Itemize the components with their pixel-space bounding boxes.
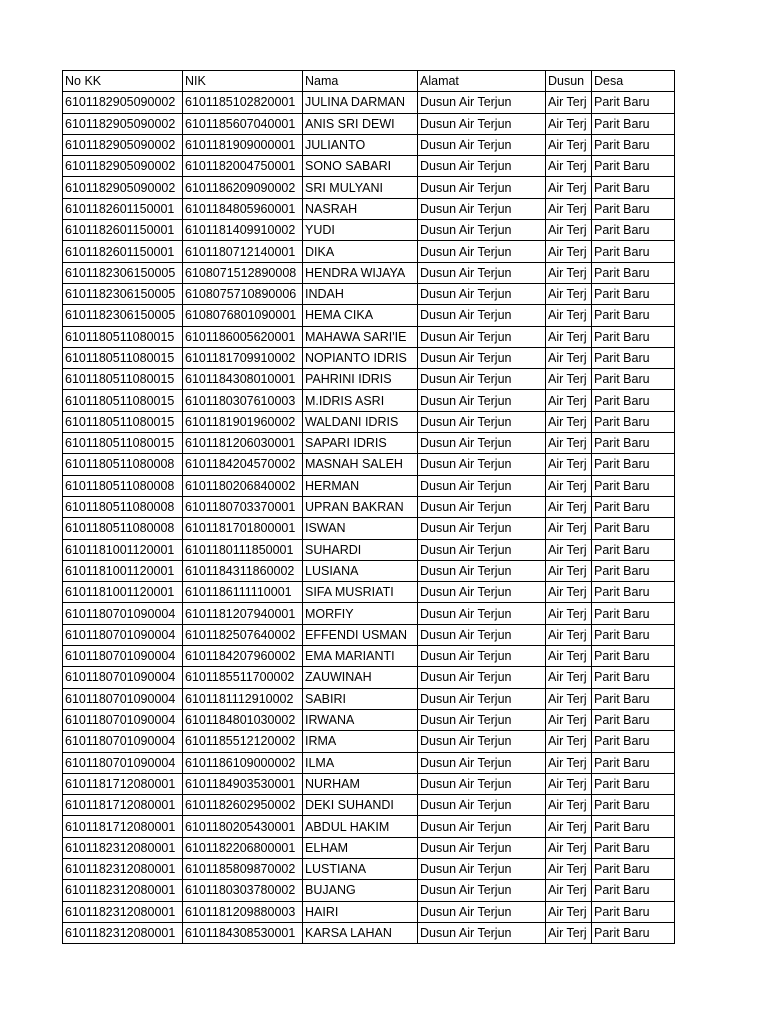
cell-alamat: Dusun Air Terjun (418, 433, 546, 454)
table-row (63, 816, 675, 837)
cell-nik: 6101185511700002 (183, 667, 303, 688)
cell-no-kk: 6101181001120001 (63, 560, 183, 581)
cell-nama: IRMA (303, 731, 418, 752)
cell-desa: Parit Baru (592, 305, 675, 326)
cell-dusun: Air Terj (546, 411, 592, 432)
cell-nik: 6101184311860002 (183, 560, 303, 581)
cell-no-kk: 6101180701090004 (63, 646, 183, 667)
cell-nik: 6101181207940001 (183, 603, 303, 624)
cell-alamat: Dusun Air Terjun (418, 262, 546, 283)
cell-nama: HEMA CIKA (303, 305, 418, 326)
cell-nik: 6101180111850001 (183, 539, 303, 560)
cell-no-kk: 6101182312080001 (63, 901, 183, 922)
cell-no-kk: 6101182306150005 (63, 283, 183, 304)
cell-desa: Parit Baru (592, 220, 675, 241)
table-row (63, 347, 675, 368)
cell-no-kk: 6101182905090002 (63, 156, 183, 177)
cell-dusun: Air Terj (546, 177, 592, 198)
cell-dusun: Air Terj (546, 816, 592, 837)
cell-alamat: Dusun Air Terjun (418, 603, 546, 624)
table-row (63, 241, 675, 262)
cell-dusun: Air Terj (546, 560, 592, 581)
cell-desa: Parit Baru (592, 411, 675, 432)
table-row (63, 305, 675, 326)
cell-nama: INDAH (303, 283, 418, 304)
cell-no-kk: 6101180511080008 (63, 454, 183, 475)
cell-dusun: Air Terj (546, 198, 592, 219)
cell-desa: Parit Baru (592, 177, 675, 198)
cell-nik: 6101186111110001 (183, 582, 303, 603)
cell-no-kk: 6101180511080015 (63, 433, 183, 454)
cell-alamat: Dusun Air Terjun (418, 369, 546, 390)
cell-nik: 6108071512890008 (183, 262, 303, 283)
cell-no-kk: 6101182312080001 (63, 858, 183, 879)
cell-no-kk: 6101182601150001 (63, 241, 183, 262)
cell-desa: Parit Baru (592, 369, 675, 390)
cell-dusun: Air Terj (546, 454, 592, 475)
cell-desa: Parit Baru (592, 731, 675, 752)
cell-no-kk: 6101182306150005 (63, 305, 183, 326)
cell-no-kk: 6101180511080015 (63, 347, 183, 368)
cell-nik: 6101180307610003 (183, 390, 303, 411)
cell-no-kk: 6101180511080015 (63, 411, 183, 432)
cell-nama: SIFA MUSRIATI (303, 582, 418, 603)
cell-nama: SRI MULYANI (303, 177, 418, 198)
cell-nik: 6101185102820001 (183, 92, 303, 113)
cell-dusun: Air Terj (546, 688, 592, 709)
resident-table (62, 70, 675, 944)
cell-desa: Parit Baru (592, 347, 675, 368)
cell-desa: Parit Baru (592, 816, 675, 837)
cell-desa: Parit Baru (592, 880, 675, 901)
cell-dusun: Air Terj (546, 518, 592, 539)
cell-desa: Parit Baru (592, 433, 675, 454)
cell-alamat: Dusun Air Terjun (418, 539, 546, 560)
cell-nik: 6101185607040001 (183, 113, 303, 134)
cell-nama: ANIS SRI DEWI (303, 113, 418, 134)
cell-alamat: Dusun Air Terjun (418, 241, 546, 262)
cell-dusun: Air Terj (546, 603, 592, 624)
cell-desa: Parit Baru (592, 837, 675, 858)
table-row (63, 326, 675, 347)
table-row (63, 646, 675, 667)
cell-dusun: Air Terj (546, 283, 592, 304)
table-row (63, 901, 675, 922)
cell-alamat: Dusun Air Terjun (418, 752, 546, 773)
cell-no-kk: 6101181001120001 (63, 539, 183, 560)
table-row (63, 411, 675, 432)
cell-dusun: Air Terj (546, 433, 592, 454)
cell-dusun: Air Terj (546, 539, 592, 560)
cell-alamat: Dusun Air Terjun (418, 518, 546, 539)
cell-no-kk: 6101182905090002 (63, 92, 183, 113)
cell-dusun: Air Terj (546, 156, 592, 177)
cell-nik: 6101182206800001 (183, 837, 303, 858)
cell-nama: ISWAN (303, 518, 418, 539)
cell-no-kk: 6101180511080015 (63, 390, 183, 411)
cell-no-kk: 6101182306150005 (63, 262, 183, 283)
cell-dusun: Air Terj (546, 624, 592, 645)
cell-nama: WALDANI IDRIS (303, 411, 418, 432)
cell-nik: 6101186005620001 (183, 326, 303, 347)
cell-desa: Parit Baru (592, 241, 675, 262)
cell-nik: 6101181112910002 (183, 688, 303, 709)
cell-no-kk: 6101181712080001 (63, 816, 183, 837)
cell-nik: 6101184207960002 (183, 646, 303, 667)
table-header-row (63, 71, 675, 92)
cell-nama: ZAUWINAH (303, 667, 418, 688)
cell-desa: Parit Baru (592, 858, 675, 879)
cell-nik: 6101181901960002 (183, 411, 303, 432)
cell-nama: ILMA (303, 752, 418, 773)
cell-nik: 6101181909000001 (183, 134, 303, 155)
header-cell-no-kk: No KK (63, 71, 183, 92)
cell-nama: DEKI SUHANDI (303, 795, 418, 816)
table-row (63, 795, 675, 816)
cell-nama: JULIANTO (303, 134, 418, 155)
cell-nama: HERMAN (303, 475, 418, 496)
cell-alamat: Dusun Air Terjun (418, 390, 546, 411)
table-row (63, 922, 675, 943)
cell-nik: 6101181409910002 (183, 220, 303, 241)
cell-no-kk: 6101182905090002 (63, 113, 183, 134)
cell-desa: Parit Baru (592, 901, 675, 922)
cell-alamat: Dusun Air Terjun (418, 667, 546, 688)
cell-nik: 6101184308010001 (183, 369, 303, 390)
table-row (63, 858, 675, 879)
cell-dusun: Air Terj (546, 496, 592, 517)
cell-dusun: Air Terj (546, 475, 592, 496)
cell-dusun: Air Terj (546, 262, 592, 283)
cell-alamat: Dusun Air Terjun (418, 582, 546, 603)
cell-alamat: Dusun Air Terjun (418, 837, 546, 858)
cell-no-kk: 6101181712080001 (63, 773, 183, 794)
table-row (63, 752, 675, 773)
table-row (63, 454, 675, 475)
cell-no-kk: 6101180511080008 (63, 518, 183, 539)
cell-nik: 6101181209880003 (183, 901, 303, 922)
cell-dusun: Air Terj (546, 858, 592, 879)
cell-alamat: Dusun Air Terjun (418, 475, 546, 496)
cell-dusun: Air Terj (546, 347, 592, 368)
cell-no-kk: 6101182601150001 (63, 198, 183, 219)
table-row (63, 369, 675, 390)
cell-dusun: Air Terj (546, 795, 592, 816)
cell-nik: 6101182507640002 (183, 624, 303, 645)
cell-alamat: Dusun Air Terjun (418, 411, 546, 432)
cell-dusun: Air Terj (546, 646, 592, 667)
cell-nama: EMA MARIANTI (303, 646, 418, 667)
cell-nama: HENDRA WIJAYA (303, 262, 418, 283)
cell-alamat: Dusun Air Terjun (418, 305, 546, 326)
cell-alamat: Dusun Air Terjun (418, 156, 546, 177)
table-row (63, 433, 675, 454)
cell-nik: 6101182602950002 (183, 795, 303, 816)
table-row (63, 134, 675, 155)
cell-nama: LUSTIANA (303, 858, 418, 879)
cell-dusun: Air Terj (546, 667, 592, 688)
cell-dusun: Air Terj (546, 752, 592, 773)
cell-nik: 6101184805960001 (183, 198, 303, 219)
cell-alamat: Dusun Air Terjun (418, 880, 546, 901)
cell-no-kk: 6101180701090004 (63, 731, 183, 752)
cell-alamat: Dusun Air Terjun (418, 773, 546, 794)
header-cell-desa: Desa (592, 71, 675, 92)
cell-nama: UPRAN BAKRAN (303, 496, 418, 517)
table-row (63, 880, 675, 901)
cell-desa: Parit Baru (592, 113, 675, 134)
cell-alamat: Dusun Air Terjun (418, 496, 546, 517)
table-row (63, 688, 675, 709)
cell-nama: SABIRI (303, 688, 418, 709)
cell-nik: 6101181701800001 (183, 518, 303, 539)
cell-no-kk: 6101180701090004 (63, 709, 183, 730)
cell-desa: Parit Baru (592, 560, 675, 581)
cell-nama: BUJANG (303, 880, 418, 901)
table-row (63, 198, 675, 219)
cell-alamat: Dusun Air Terjun (418, 198, 546, 219)
cell-desa: Parit Baru (592, 390, 675, 411)
cell-alamat: Dusun Air Terjun (418, 624, 546, 645)
cell-desa: Parit Baru (592, 688, 675, 709)
cell-no-kk: 6101180701090004 (63, 688, 183, 709)
cell-alamat: Dusun Air Terjun (418, 220, 546, 241)
table-row (63, 709, 675, 730)
cell-alamat: Dusun Air Terjun (418, 795, 546, 816)
table-row (63, 667, 675, 688)
cell-nama: NOPIANTO IDRIS (303, 347, 418, 368)
cell-alamat: Dusun Air Terjun (418, 731, 546, 752)
header-cell-nama: Nama (303, 71, 418, 92)
table-row (63, 582, 675, 603)
header-cell-nik: NIK (183, 71, 303, 92)
table-row (63, 475, 675, 496)
cell-nik: 6101185809870002 (183, 858, 303, 879)
cell-desa: Parit Baru (592, 326, 675, 347)
cell-alamat: Dusun Air Terjun (418, 560, 546, 581)
cell-desa: Parit Baru (592, 752, 675, 773)
cell-desa: Parit Baru (592, 156, 675, 177)
cell-nama: IRWANA (303, 709, 418, 730)
table-row (63, 390, 675, 411)
table-row (63, 560, 675, 581)
cell-desa: Parit Baru (592, 262, 675, 283)
table-row (63, 496, 675, 517)
cell-no-kk: 6101180511080008 (63, 496, 183, 517)
cell-nama: HAIRI (303, 901, 418, 922)
cell-no-kk: 6101180701090004 (63, 624, 183, 645)
cell-nama: KARSA LAHAN (303, 922, 418, 943)
table-row (63, 156, 675, 177)
cell-no-kk: 6101180511080008 (63, 475, 183, 496)
table-row (63, 773, 675, 794)
cell-nik: 6101186209090002 (183, 177, 303, 198)
table-row (63, 177, 675, 198)
cell-nik: 6101184308530001 (183, 922, 303, 943)
cell-nik: 6101180703370001 (183, 496, 303, 517)
table-row (63, 624, 675, 645)
cell-desa: Parit Baru (592, 667, 675, 688)
cell-dusun: Air Terj (546, 731, 592, 752)
cell-alamat: Dusun Air Terjun (418, 709, 546, 730)
cell-desa: Parit Baru (592, 709, 675, 730)
cell-desa: Parit Baru (592, 603, 675, 624)
cell-alamat: Dusun Air Terjun (418, 922, 546, 943)
cell-desa: Parit Baru (592, 198, 675, 219)
cell-nama: JULINA DARMAN (303, 92, 418, 113)
cell-alamat: Dusun Air Terjun (418, 283, 546, 304)
cell-dusun: Air Terj (546, 326, 592, 347)
cell-dusun: Air Terj (546, 922, 592, 943)
cell-alamat: Dusun Air Terjun (418, 646, 546, 667)
cell-desa: Parit Baru (592, 283, 675, 304)
cell-desa: Parit Baru (592, 454, 675, 475)
cell-dusun: Air Terj (546, 220, 592, 241)
cell-dusun: Air Terj (546, 241, 592, 262)
cell-desa: Parit Baru (592, 922, 675, 943)
table-row (63, 220, 675, 241)
cell-dusun: Air Terj (546, 837, 592, 858)
cell-desa: Parit Baru (592, 624, 675, 645)
table-row (63, 837, 675, 858)
cell-alamat: Dusun Air Terjun (418, 113, 546, 134)
cell-dusun: Air Terj (546, 113, 592, 134)
cell-no-kk: 6101182905090002 (63, 134, 183, 155)
cell-nik: 6101186109000002 (183, 752, 303, 773)
cell-no-kk: 6101181712080001 (63, 795, 183, 816)
cell-desa: Parit Baru (592, 539, 675, 560)
cell-alamat: Dusun Air Terjun (418, 901, 546, 922)
cell-dusun: Air Terj (546, 582, 592, 603)
table-row (63, 262, 675, 283)
cell-nama: ELHAM (303, 837, 418, 858)
cell-desa: Parit Baru (592, 582, 675, 603)
cell-nik: 6101184903530001 (183, 773, 303, 794)
table-row (63, 113, 675, 134)
cell-dusun: Air Terj (546, 709, 592, 730)
cell-desa: Parit Baru (592, 795, 675, 816)
cell-nik: 6101184204570002 (183, 454, 303, 475)
cell-dusun: Air Terj (546, 305, 592, 326)
cell-desa: Parit Baru (592, 134, 675, 155)
cell-nama: MORFIY (303, 603, 418, 624)
cell-nik: 6101180205430001 (183, 816, 303, 837)
cell-no-kk: 6101182601150001 (63, 220, 183, 241)
cell-dusun: Air Terj (546, 92, 592, 113)
header-cell-dusun: Dusun (546, 71, 592, 92)
cell-alamat: Dusun Air Terjun (418, 92, 546, 113)
cell-dusun: Air Terj (546, 369, 592, 390)
table-row (63, 731, 675, 752)
cell-no-kk: 6101182312080001 (63, 922, 183, 943)
cell-alamat: Dusun Air Terjun (418, 688, 546, 709)
cell-nik: 6101180712140001 (183, 241, 303, 262)
cell-nik: 6101182004750001 (183, 156, 303, 177)
table-row (63, 539, 675, 560)
table-row (63, 92, 675, 113)
cell-alamat: Dusun Air Terjun (418, 134, 546, 155)
cell-nama: MASNAH SALEH (303, 454, 418, 475)
cell-no-kk: 6101182312080001 (63, 837, 183, 858)
cell-no-kk: 6101180701090004 (63, 752, 183, 773)
cell-dusun: Air Terj (546, 880, 592, 901)
cell-nama: ABDUL HAKIM (303, 816, 418, 837)
cell-desa: Parit Baru (592, 518, 675, 539)
cell-nama: SUHARDI (303, 539, 418, 560)
cell-no-kk: 6101180511080015 (63, 326, 183, 347)
cell-nik: 6101181206030001 (183, 433, 303, 454)
cell-dusun: Air Terj (546, 390, 592, 411)
cell-desa: Parit Baru (592, 92, 675, 113)
cell-nama: EFFENDI USMAN (303, 624, 418, 645)
cell-nik: 6101181709910002 (183, 347, 303, 368)
cell-no-kk: 6101180511080015 (63, 369, 183, 390)
cell-dusun: Air Terj (546, 773, 592, 794)
cell-nama: SONO SABARI (303, 156, 418, 177)
cell-no-kk: 6101180701090004 (63, 603, 183, 624)
header-cell-alamat: Alamat (418, 71, 546, 92)
cell-desa: Parit Baru (592, 475, 675, 496)
cell-alamat: Dusun Air Terjun (418, 177, 546, 198)
cell-nama: PAHRINI IDRIS (303, 369, 418, 390)
cell-nama: YUDI (303, 220, 418, 241)
cell-nik: 6101185512120002 (183, 731, 303, 752)
cell-nama: MAHAWA SARI'IE (303, 326, 418, 347)
cell-alamat: Dusun Air Terjun (418, 326, 546, 347)
cell-alamat: Dusun Air Terjun (418, 347, 546, 368)
cell-no-kk: 6101180701090004 (63, 667, 183, 688)
table-row (63, 603, 675, 624)
cell-dusun: Air Terj (546, 134, 592, 155)
cell-nik: 6101184801030002 (183, 709, 303, 730)
cell-alamat: Dusun Air Terjun (418, 858, 546, 879)
cell-alamat: Dusun Air Terjun (418, 816, 546, 837)
cell-nama: SAPARI IDRIS (303, 433, 418, 454)
cell-desa: Parit Baru (592, 773, 675, 794)
cell-nama: NURHAM (303, 773, 418, 794)
cell-no-kk: 6101181001120001 (63, 582, 183, 603)
cell-no-kk: 6101182312080001 (63, 880, 183, 901)
cell-nama: DIKA (303, 241, 418, 262)
cell-nik: 6108075710890006 (183, 283, 303, 304)
cell-nama: NASRAH (303, 198, 418, 219)
cell-nik: 6101180206840002 (183, 475, 303, 496)
cell-nama: M.IDRIS ASRI (303, 390, 418, 411)
cell-no-kk: 6101182905090002 (63, 177, 183, 198)
table-row (63, 283, 675, 304)
cell-alamat: Dusun Air Terjun (418, 454, 546, 475)
cell-nama: LUSIANA (303, 560, 418, 581)
cell-desa: Parit Baru (592, 646, 675, 667)
cell-nik: 6108076801090001 (183, 305, 303, 326)
cell-dusun: Air Terj (546, 901, 592, 922)
table-row (63, 518, 675, 539)
cell-desa: Parit Baru (592, 496, 675, 517)
cell-nik: 6101180303780002 (183, 880, 303, 901)
